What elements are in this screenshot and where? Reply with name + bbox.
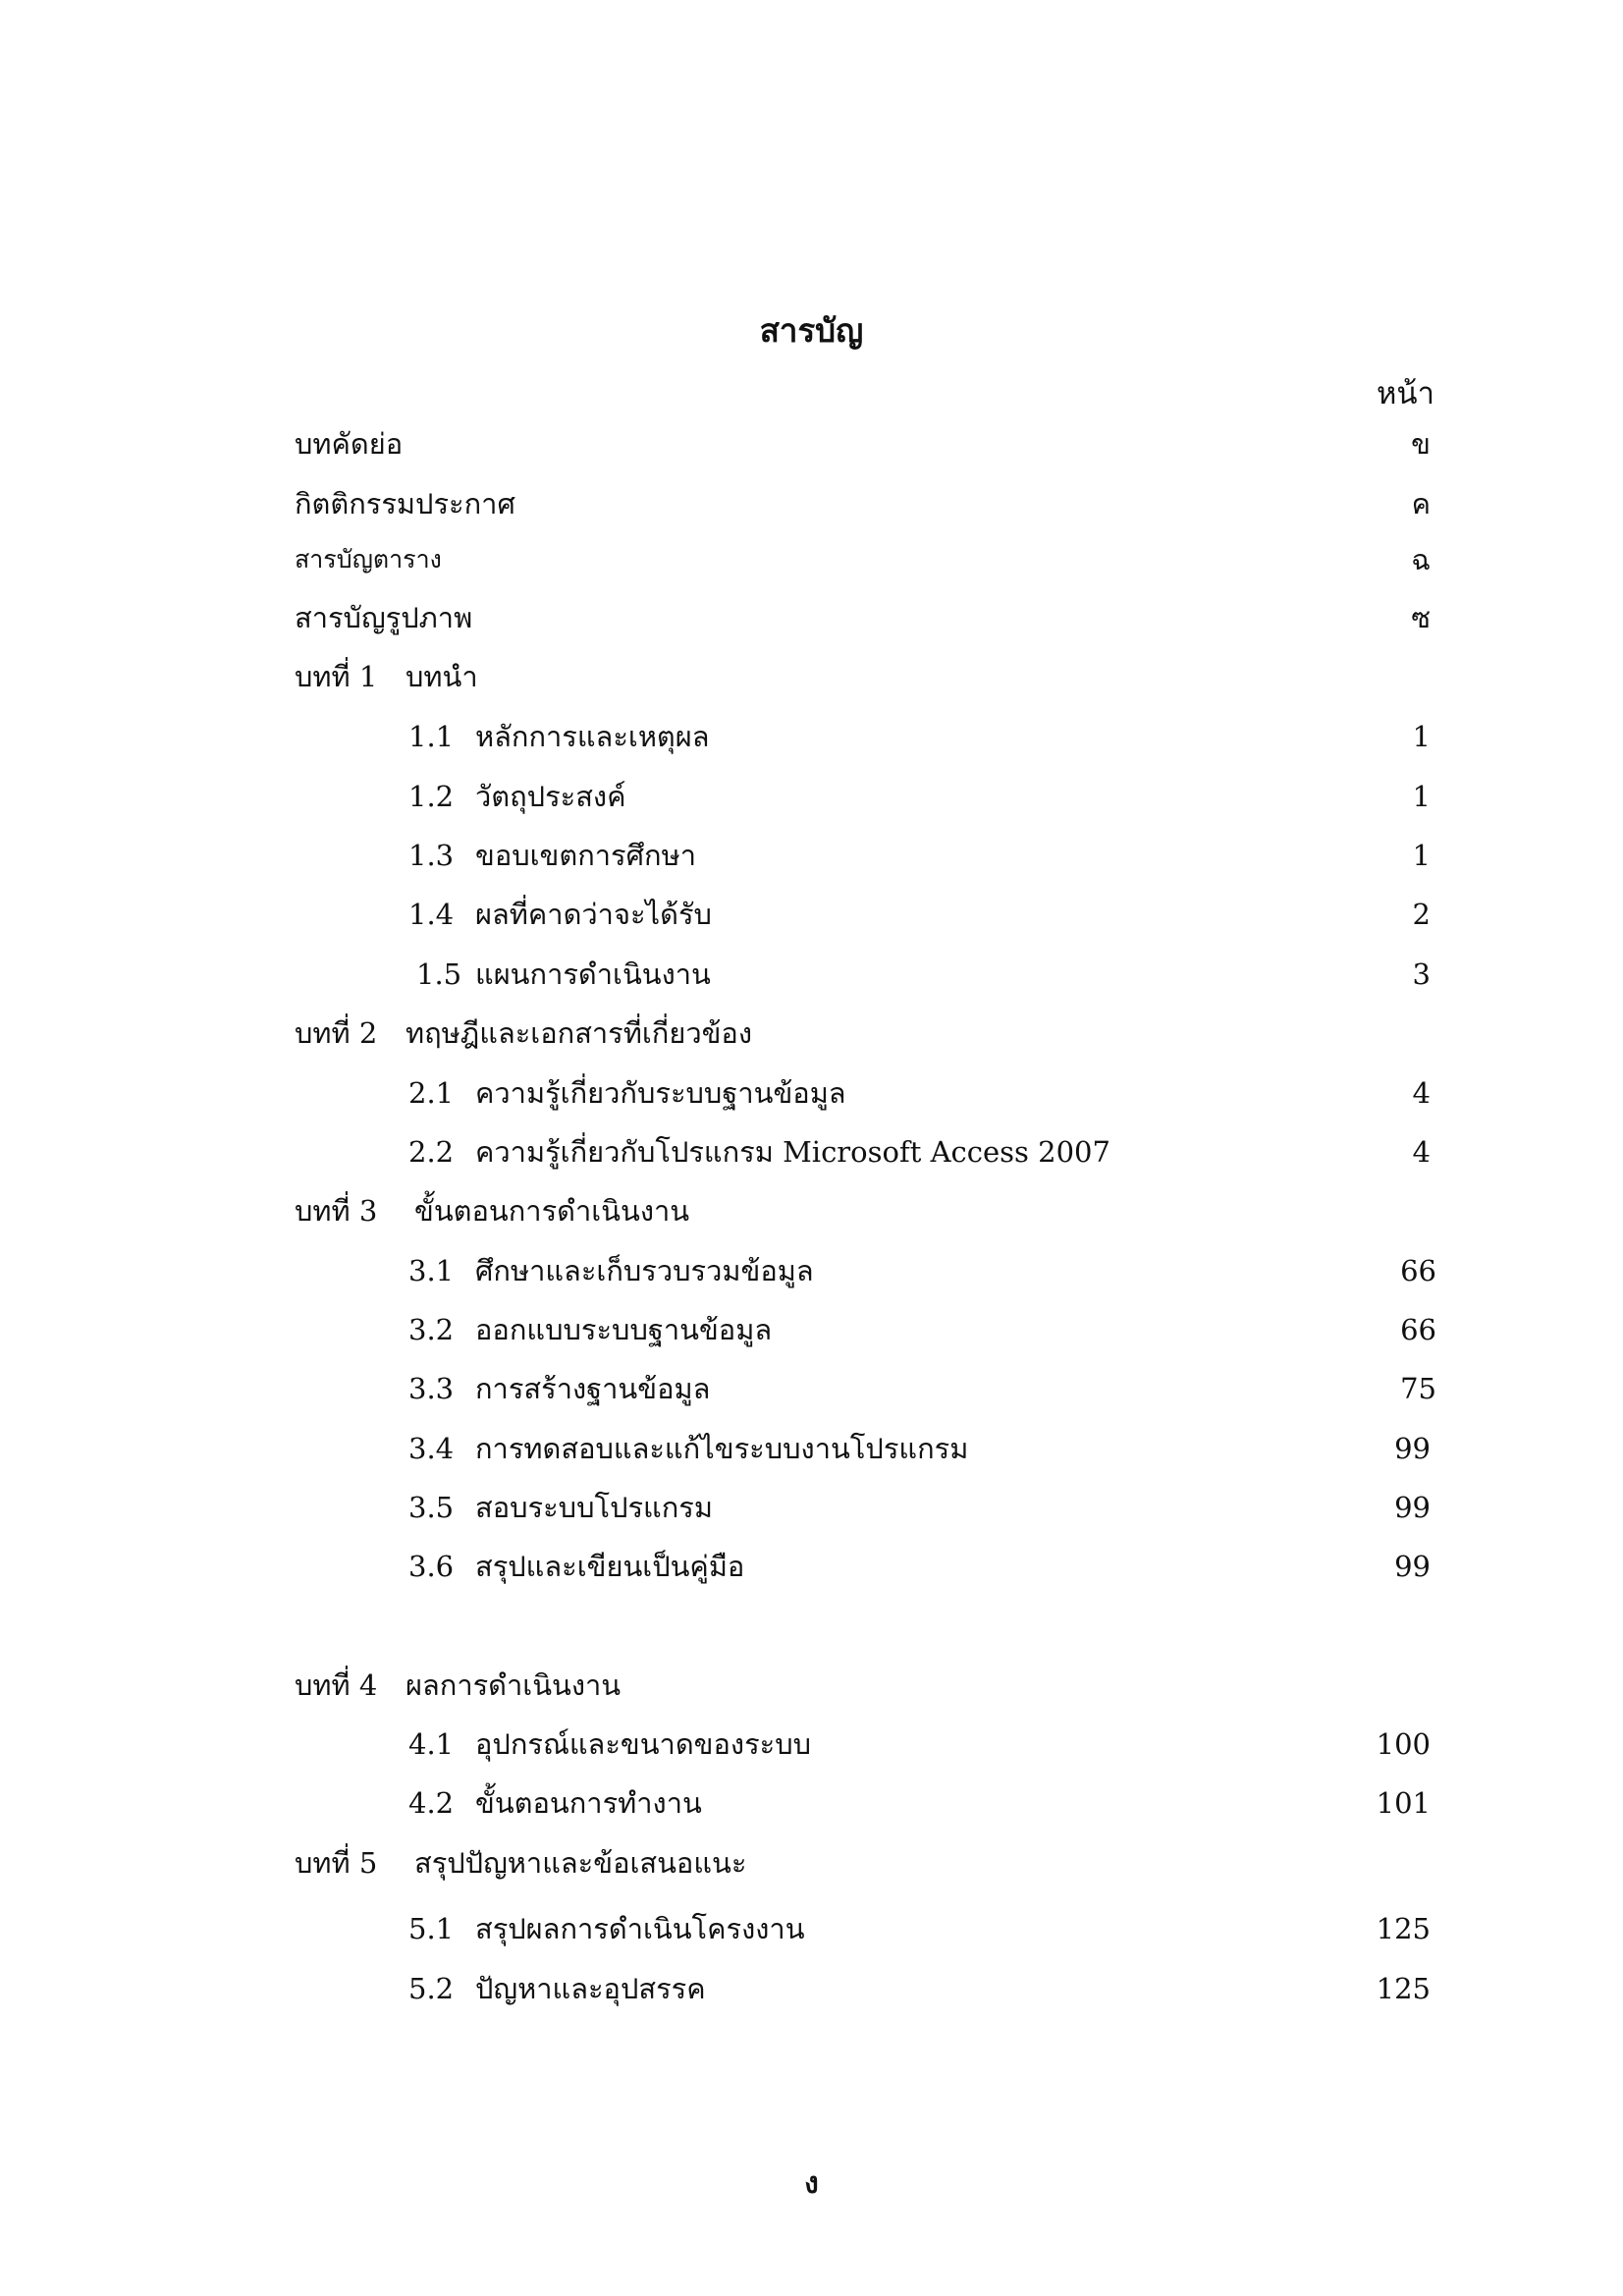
page-column-header: หน้า bbox=[1376, 376, 1434, 411]
section-title: ความรู้เกี่ยวกับโปรแกรม Microsoft Access 2007 bbox=[475, 1135, 1110, 1169]
section-page: 3 bbox=[1412, 957, 1431, 991]
section-page: 4 bbox=[1412, 1135, 1431, 1169]
toc-chapter-2[interactable] bbox=[0, 1011, 1623, 1055]
toc-section-3-5[interactable] bbox=[0, 1486, 1623, 1529]
section-page: 66 bbox=[1400, 1313, 1436, 1346]
chapter-title: ผลการดำเนินงาน bbox=[406, 1668, 622, 1702]
section-title: การสร้างฐานข้อมูล bbox=[475, 1372, 711, 1405]
section-title: ปัญหาและอุปสรรค bbox=[475, 1972, 706, 2005]
section-title: ความรู้เกี่ยวกับระบบฐานข้อมูล bbox=[475, 1076, 846, 1110]
section-page: 125 bbox=[1376, 1912, 1431, 1945]
toc-section-1-4[interactable] bbox=[0, 893, 1623, 936]
section-page: 100 bbox=[1376, 1727, 1431, 1761]
toc-chapter-3[interactable] bbox=[0, 1189, 1623, 1232]
toc-entry-page: ฉ bbox=[1411, 543, 1431, 576]
section-title: ขั้นตอนการทำงาน bbox=[475, 1786, 702, 1820]
section-title: ศึกษาและเก็บรวบรวมข้อมูล bbox=[475, 1254, 814, 1287]
toc-section-1-3[interactable] bbox=[0, 834, 1623, 877]
toc-section-4-1[interactable] bbox=[0, 1722, 1623, 1766]
chapter-title: สรุปปัญหาและข้อเสนอแนะ bbox=[414, 1846, 747, 1880]
section-number: 3.3 bbox=[408, 1372, 455, 1405]
section-title: แผนการดำเนินงาน bbox=[475, 957, 711, 991]
toc-entry-acknowledgement[interactable] bbox=[0, 482, 1623, 525]
toc-entry-abstract[interactable] bbox=[0, 422, 1623, 465]
section-page: 99 bbox=[1394, 1491, 1431, 1524]
page-number: ง bbox=[804, 2166, 819, 2201]
section-page: 101 bbox=[1376, 1786, 1431, 1820]
toc-section-3-2[interactable] bbox=[0, 1308, 1623, 1351]
section-number: 1.3 bbox=[408, 839, 455, 872]
section-title: สรุปผลการดำเนินโครงงาน bbox=[475, 1912, 805, 1945]
section-number: 5.2 bbox=[408, 1972, 455, 2005]
toc-chapter-1[interactable] bbox=[0, 655, 1623, 698]
toc-section-2-2[interactable] bbox=[0, 1130, 1623, 1174]
toc-section-3-1[interactable] bbox=[0, 1249, 1623, 1292]
chapter-number: บทที่ 3 bbox=[295, 1194, 378, 1228]
section-number: 1.2 bbox=[408, 780, 455, 813]
section-page: 1 bbox=[1412, 720, 1431, 753]
section-title: วัตถุประสงค์ bbox=[475, 780, 626, 813]
toc-section-2-1[interactable] bbox=[0, 1071, 1623, 1115]
section-page: 66 bbox=[1400, 1254, 1436, 1287]
toc-entry-label: บทคัดย่อ bbox=[295, 427, 404, 461]
section-title: หลักการและเหตุผล bbox=[475, 720, 710, 753]
section-page: 1 bbox=[1412, 839, 1431, 872]
toc-section-4-2[interactable] bbox=[0, 1781, 1623, 1825]
section-number: 4.2 bbox=[408, 1786, 455, 1820]
chapter-title: ทฤษฎีและเอกสารที่เกี่ยวข้อง bbox=[406, 1016, 753, 1050]
section-title: สอบระบบโปรแกรม bbox=[475, 1491, 713, 1524]
toc-entry-label: สารบัญตาราง bbox=[295, 545, 442, 574]
section-number: 3.2 bbox=[408, 1313, 455, 1346]
chapter-number: บทที่ 4 bbox=[295, 1668, 378, 1702]
section-title: ผลที่คาดว่าจะได้รับ bbox=[475, 898, 712, 931]
section-number: 1.1 bbox=[408, 720, 455, 753]
section-page: 2 bbox=[1412, 898, 1431, 931]
toc-section-1-5[interactable] bbox=[0, 953, 1623, 996]
section-number: 3.5 bbox=[408, 1491, 455, 1524]
section-number: 3.6 bbox=[408, 1550, 455, 1583]
toc-chapter-4[interactable] bbox=[0, 1664, 1623, 1707]
section-page: 4 bbox=[1412, 1076, 1431, 1110]
chapter-number: บทที่ 1 bbox=[295, 660, 378, 693]
section-title: ขอบเขตการศึกษา bbox=[475, 839, 697, 872]
section-number: 1.4 bbox=[408, 898, 455, 931]
toc-section-1-2[interactable] bbox=[0, 775, 1623, 818]
section-title: ออกแบบระบบฐานข้อมูล bbox=[475, 1313, 773, 1346]
section-title: สรุปและเขียนเป็นคู่มือ bbox=[475, 1550, 745, 1583]
toc-entry-label: กิตติกรรมประกาศ bbox=[295, 487, 515, 520]
section-number: 4.1 bbox=[408, 1727, 455, 1761]
toc-section-3-3[interactable] bbox=[0, 1367, 1623, 1410]
section-page: 99 bbox=[1394, 1550, 1431, 1583]
section-page: 125 bbox=[1376, 1972, 1431, 2005]
toc-section-3-6[interactable] bbox=[0, 1545, 1623, 1588]
section-page: 1 bbox=[1412, 780, 1431, 813]
section-number: 3.1 bbox=[408, 1254, 455, 1287]
section-number: 3.4 bbox=[408, 1432, 455, 1465]
toc-chapter-5[interactable] bbox=[0, 1841, 1623, 1885]
toc-section-1-1[interactable] bbox=[0, 715, 1623, 758]
toc-title: สารบัญ bbox=[759, 311, 864, 350]
toc-section-5-2[interactable] bbox=[0, 1967, 1623, 2010]
toc-section-3-4[interactable] bbox=[0, 1427, 1623, 1470]
section-title: อุปกรณ์และขนาดของระบบ bbox=[475, 1727, 812, 1761]
toc-entry-page: ข bbox=[1411, 427, 1431, 461]
section-number: 5.1 bbox=[408, 1912, 455, 1945]
chapter-number: บทที่ 2 bbox=[295, 1016, 378, 1050]
chapter-number: บทที่ 5 bbox=[295, 1846, 378, 1880]
toc-entry-label: สารบัญรูปภาพ bbox=[295, 601, 473, 634]
toc-entry-list-of-tables[interactable] bbox=[0, 538, 1623, 581]
section-page: 75 bbox=[1400, 1372, 1436, 1405]
section-page: 99 bbox=[1394, 1432, 1431, 1465]
toc-entry-page: ซ bbox=[1411, 601, 1431, 634]
toc-section-5-1[interactable] bbox=[0, 1907, 1623, 1950]
chapter-title: ขั้นตอนการดำเนินงาน bbox=[414, 1194, 690, 1228]
toc-entry-list-of-figures[interactable] bbox=[0, 596, 1623, 639]
section-number: 2.1 bbox=[408, 1076, 455, 1110]
section-title: การทดสอบและแก้ไขระบบงานโปรแกรม bbox=[475, 1432, 969, 1465]
section-number: 1.5 bbox=[416, 957, 462, 991]
toc-entry-page: ค bbox=[1411, 487, 1431, 520]
section-number: 2.2 bbox=[408, 1135, 455, 1169]
chapter-title: บทนำ bbox=[406, 660, 478, 693]
